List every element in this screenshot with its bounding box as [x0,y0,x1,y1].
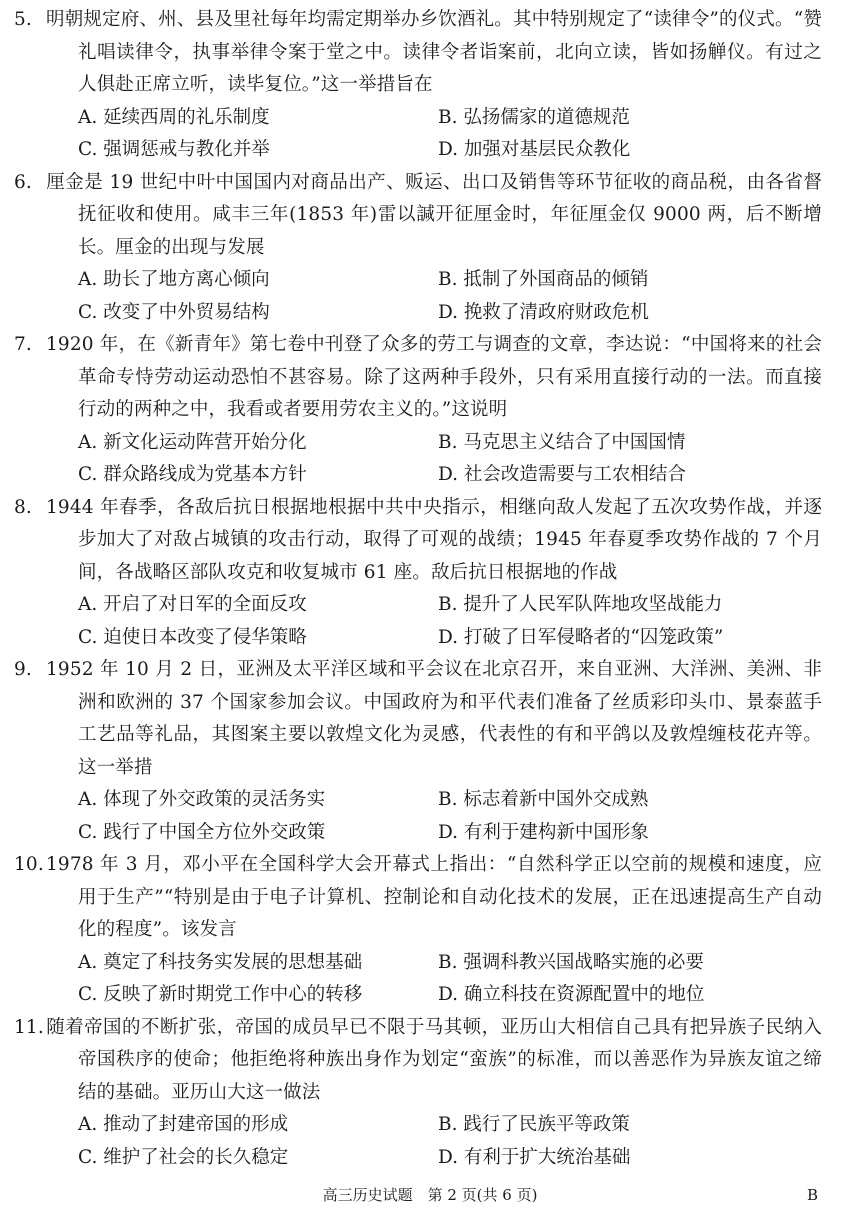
option-a: A. 推动了封建帝国的形成 [78,1114,289,1135]
option-d: D. 有利于建构新中国形象 [438,821,649,843]
option-d: D. 挽救了清政府财政危机 [438,301,649,323]
option-b: B. 强调科教兴国战略实施的必要 [438,951,704,973]
answer-options [46,784,822,849]
question-text: 1952 年 10 月 2 日，亚洲及太平洋区域和平会议在北京召开，来自亚洲、大洋洲、美洲、非洲和欧洲的 37 个国家参加会议。中国政府为和平代表们准备了丝质彩印头巾、景泰蓝手工艺品等礼品，其图案主要以敦煌文化为灵感，代表性的有和平鸽以及敦煌缠枝花卉等。这一举措 [46,659,822,778]
option-d: D. 打破了日军侵略者的“囚笼政策” [438,626,724,648]
option-a: A. 开启了对日军的全面反攻 [78,594,307,615]
question-stem: 11. 随着帝国的不断扩张，帝国的成员早已不限于马其顿，亚历山大相信自己具有把异族子民纳入帝国秩序的使命；他拒绝将种族出身作为划定“蛮族”的标准，而以善恶作为异族友谊之缔结的基础。亚历山大这一做法 [14,1016,822,1103]
option-d: D. 加强对基层民众教化 [438,139,631,160]
option-c: C. 强调惩戒与教化并举 [78,139,270,160]
option-b: B. 践行了民族平等政策 [438,1114,630,1135]
option-d: D. 确立科技在资源配置中的地位 [438,984,705,1005]
option-b: B. 弘扬儒家的道德规范 [438,106,630,128]
question-8 [14,492,822,655]
question-7 [14,329,822,492]
option-b: B. 标志着新中国外交成熟 [438,789,649,810]
question-stem: 6. 厘金是 19 世纪中叶中国国内对商品出产、贩运、出口及销售等环节征收的商品税，由各省督抚征收和使用。咸丰三年(1853 年)雷以諴开征厘金时，年征厘金仅 9000 两，后不断增长。厘金的出现与发展 [14,171,822,258]
answer-options [46,102,822,167]
option-c: C. 改变了中外贸易结构 [78,301,270,323]
question-text: 随着帝国的不断扩张，帝国的成员早已不限于马其顿，亚历山大相信自己具有把异族子民纳入帝国秩序的使命；他拒绝将种族出身作为划定“蛮族”的标准，而以善恶作为异族友谊之缔结的基础。亚历山大这一做法 [46,1016,822,1103]
answer-options [46,947,822,1012]
option-b: B. 提升了人民军队阵地攻坚战能力 [438,594,723,615]
question-list [14,4,822,1174]
question-stem: 9. 1952 年 10 月 2 日，亚洲及太平洋区域和平会议在北京召开，来自亚洲、大洋洲、美洲、非洲和欧洲的 37 个国家参加会议。中国政府为和平代表们准备了丝质彩印头巾、景泰蓝手工艺品等礼品，其图案主要以敦煌文化为灵感，代表性的有和平鸽以及敦煌缠枝花卉等。这一举措 [14,659,822,778]
option-c: C. 群众路线成为党基本方针 [78,464,307,485]
option-b: B. 马克思主义结合了中国国情 [438,431,686,453]
option-a: A. 助长了地方离心倾向 [78,269,270,290]
option-b: B. 抵制了外国商品的倾销 [438,269,649,290]
question-text: 明朝规定府、州、县及里社每年均需定期举办乡饮酒礼。其中特别规定了“读律令”的仪式。“赞礼唱读律令，执事举律令案于堂之中。读律令者诣案前，北向立读，皆如扬觯仪。有过之人俱赴正席立听，读毕复位。”这一举措旨在 [46,9,822,95]
option-a: A. 新文化运动阵营开始分化 [78,431,307,453]
option-c: C. 践行了中国全方位外交政策 [78,821,326,843]
answer-options [46,1109,822,1174]
page-footer [0,1183,860,1207]
option-d: D. 社会改造需要与工农相结合 [438,464,686,485]
question-text: 1978 年 3 月，邓小平在全国科学大会开幕式上指出：“自然科学正以空前的规模和速度，应用于生产”“特别是由于电子计算机、控制论和自动化技术的发展，正在迅速提高生产自动化的程度”。该发言 [46,854,822,940]
question-6 [14,167,822,330]
option-d: D. 有利于扩大统治基础 [438,1146,631,1168]
option-a: A. 奠定了科技务实发展的思想基础 [78,951,363,973]
answer-options [46,427,822,492]
option-c: C. 迫使日本改变了侵华策略 [78,626,307,648]
option-a: A. 体现了外交政策的灵活务实 [78,789,326,810]
question-text: 厘金是 19 世纪中叶中国国内对商品出产、贩运、出口及销售等环节征收的商品税，由各省督抚征收和使用。咸丰三年(1853 年)雷以諴开征厘金时，年征厘金仅 9000 两，后不断增长。厘金的出现与发展 [46,171,822,258]
question-stem: 7. 1920 年，在《新青年》第七卷中刊登了众多的劳工与调查的文章，李达说：“中国将来的社会革命专恃劳动运动恐怕不甚容易。除了这两种手段外，只有采用直接行动的一法。而直接行动的两种之中，我看或者要用劳农主义的。”这说明 [14,334,822,420]
answer-options [46,589,822,654]
option-c: C. 维护了社会的长久稳定 [78,1146,289,1168]
option-a: A. 延续西周的礼乐制度 [78,106,270,128]
question-text: 1920 年，在《新青年》第七卷中刊登了众多的劳工与调查的文章，李达说：“中国将来的社会革命专恃劳动运动恐怕不甚容易。除了这两种手段外，只有采用直接行动的一法。而直接行动的两种之中，我看或者要用劳农主义的。”这说明 [46,334,822,420]
question-11 [14,1012,822,1175]
question-5 [14,4,822,167]
question-stem: 10. 1978 年 3 月，邓小平在全国科学大会开幕式上指出：“自然科学正以空前的规模和速度，应用于生产”“特别是由于电子计算机、控制论和自动化技术的发展，正在迅速提高生产自动化的程度”。该发言 [14,854,822,940]
question-10 [14,849,822,1012]
question-text: 1944 年春季，各敌后抗日根据地根据中共中央指示，相继向敌人发起了五次攻势作战，并逐步加大了对敌占城镇的攻击行动，取得了可观的战绩；1945 年春夏季攻势作战的 7 个月间，各战略区部队攻克和收复城市 61 座。敌后抗日根据地的作战 [46,496,822,583]
answer-options [46,264,822,329]
exam-variant-label: B [806,1186,818,1204]
question-stem: 8. 1944 年春季，各敌后抗日根据地根据中共中央指示，相继向敌人发起了五次攻势作战，并逐步加大了对敌占城镇的攻击行动，取得了可观的战绩；1945 年春夏季攻势作战的 7 个月间，各战略区部队攻克和收复城市 61 座。敌后抗日根据地的作战 [14,496,822,583]
option-c: C. 反映了新时期党工作中心的转移 [78,984,363,1005]
footer-page-info: 高三历史试题 第 2 页(共 6 页) [322,1186,538,1204]
question-stem: 5. 明朝规定府、州、县及里社每年均需定期举办乡饮酒礼。其中特别规定了“读律令”的仪式。“赞礼唱读律令，执事举律令案于堂之中。读律令者诣案前，北向立读，皆如扬觯仪。有过之人俱赴正席立听，读毕复位。”这一举措旨在 [14,9,822,95]
question-9 [14,654,822,849]
